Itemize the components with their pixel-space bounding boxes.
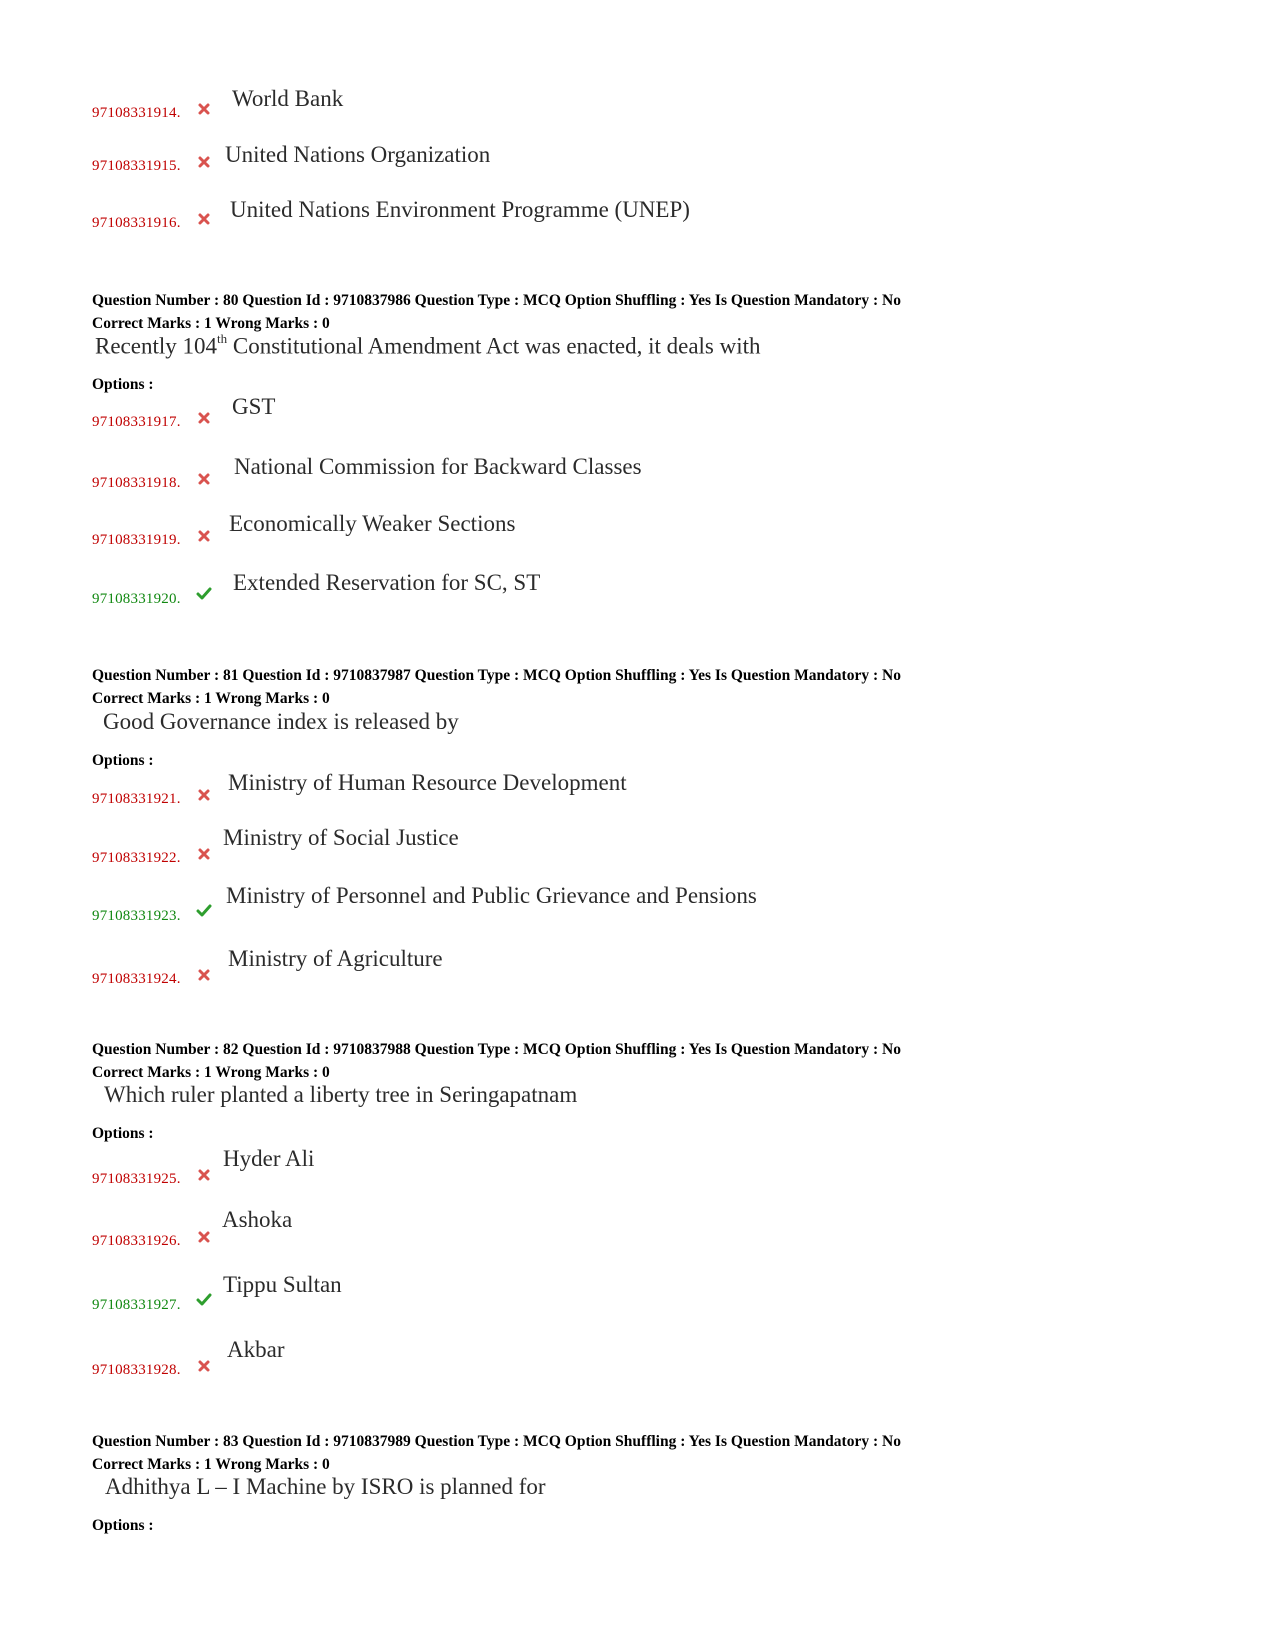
- question-marks: Correct Marks : 1 Wrong Marks : 0: [92, 1064, 330, 1081]
- option-id: 97108331916.: [92, 215, 181, 231]
- options-label: Options :: [92, 1125, 154, 1142]
- question-text: Which ruler planted a liberty tree in Seringapatnam: [104, 1082, 578, 1107]
- option-row: [92, 883, 992, 938]
- question-marks: Correct Marks : 1 Wrong Marks : 0: [92, 690, 330, 707]
- option-text: World Bank: [232, 86, 344, 111]
- cross-icon: [197, 1168, 211, 1182]
- option-row: [92, 454, 992, 505]
- cross-icon: [197, 472, 211, 486]
- question-marks: Correct Marks : 1 Wrong Marks : 0: [92, 1456, 330, 1473]
- question-text: Good Governance index is released by: [103, 709, 459, 734]
- option-id: 97108331922.: [92, 850, 181, 866]
- cross-icon: [197, 529, 211, 543]
- check-icon: [196, 1293, 212, 1307]
- option-text: Economically Weaker Sections: [229, 511, 516, 536]
- cross-icon: [197, 1230, 211, 1244]
- question-marks: Correct Marks : 1 Wrong Marks : 0: [92, 315, 330, 332]
- option-id: 97108331915.: [92, 158, 181, 174]
- cross-icon: [197, 788, 211, 802]
- option-id: 97108331917.: [92, 414, 181, 430]
- option-row: [92, 770, 992, 821]
- option-id: 97108331918.: [92, 475, 181, 491]
- question-header: Question Number : 81 Question Id : 9710837987 Question Type : MCQ Option Shuffling : Yes Is Question Mandatory : No: [92, 667, 901, 684]
- option-text: Extended Reservation for SC, ST: [233, 570, 541, 595]
- option-id: 97108331921.: [92, 791, 181, 807]
- option-row: [92, 197, 992, 245]
- option-text: Ministry of Agriculture: [228, 946, 443, 971]
- option-text: Ministry of Human Resource Development: [228, 770, 627, 795]
- option-row: [92, 394, 992, 444]
- option-text: Ministry of Personnel and Public Grievance and Pensions: [226, 883, 757, 908]
- question-text-part: Constitutional Amendment Act was enacted, it deals with: [227, 333, 761, 359]
- option-id: 97108331924.: [92, 971, 181, 987]
- cross-icon: [197, 212, 211, 226]
- option-text: Hyder Ali: [223, 1146, 315, 1171]
- option-row: [92, 1337, 992, 1392]
- cross-icon: [197, 411, 211, 425]
- option-id: 97108331925.: [92, 1171, 181, 1187]
- options-label: Options :: [92, 752, 154, 769]
- superscript: th: [217, 331, 228, 346]
- check-icon: [196, 904, 212, 918]
- option-row: [92, 1272, 992, 1327]
- option-row: [92, 86, 992, 135]
- cross-icon: [197, 847, 211, 861]
- option-row: [92, 1146, 992, 1201]
- option-row: [92, 142, 992, 188]
- option-text: United Nations Organization: [225, 142, 491, 167]
- option-row: [92, 825, 992, 880]
- option-id: 97108331928.: [92, 1362, 181, 1378]
- option-id: 97108331926.: [92, 1233, 181, 1249]
- option-id: 97108331920.: [92, 591, 181, 607]
- cross-icon: [197, 1359, 211, 1373]
- check-icon: [196, 587, 212, 601]
- option-text: Ministry of Social Justice: [223, 825, 459, 850]
- option-row: [92, 946, 992, 1001]
- option-id: 97108331927.: [92, 1297, 181, 1313]
- cross-icon: [197, 102, 211, 116]
- option-text: United Nations Environment Programme (UNEP): [230, 197, 690, 222]
- option-text: National Commission for Backward Classes: [234, 454, 642, 479]
- option-text: Ashoka: [222, 1207, 293, 1232]
- options-label: Options :: [92, 376, 154, 393]
- option-text: Akbar: [227, 1337, 285, 1362]
- question-text-part: Recently 104: [95, 333, 217, 359]
- option-id: 97108331914.: [92, 105, 181, 121]
- option-row: [92, 1207, 992, 1263]
- question-text: Adhithya L – I Machine by ISRO is planned for: [105, 1474, 546, 1499]
- option-text: GST: [232, 394, 276, 419]
- question-text: [95, 333, 761, 360]
- cross-icon: [197, 968, 211, 982]
- option-id: 97108331919.: [92, 532, 181, 548]
- option-row: [92, 511, 992, 562]
- option-row: [92, 570, 992, 621]
- option-text: Tippu Sultan: [223, 1272, 342, 1297]
- question-header: Question Number : 80 Question Id : 9710837986 Question Type : MCQ Option Shuffling : Yes Is Question Mandatory : No: [92, 292, 901, 309]
- question-header: Question Number : 82 Question Id : 9710837988 Question Type : MCQ Option Shuffling : Yes Is Question Mandatory : No: [92, 1041, 901, 1058]
- question-header: Question Number : 83 Question Id : 9710837989 Question Type : MCQ Option Shuffling : Yes Is Question Mandatory : No: [92, 1433, 901, 1450]
- options-label: Options :: [92, 1517, 154, 1534]
- option-id: 97108331923.: [92, 908, 181, 924]
- cross-icon: [197, 155, 211, 169]
